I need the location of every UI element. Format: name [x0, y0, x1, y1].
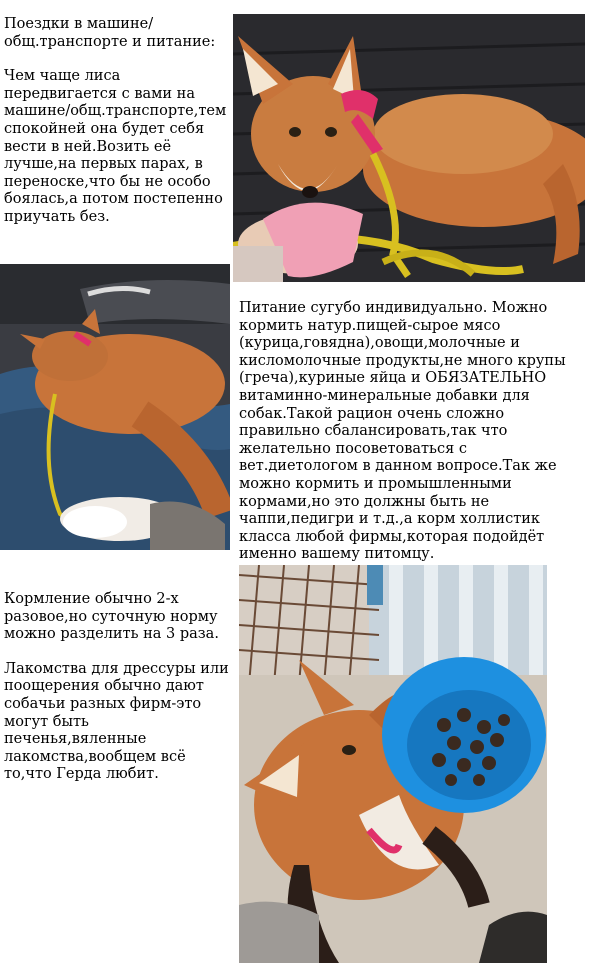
treats-text: Лакомства для дрессуры или поощерения обычно дают собачьи разных фирм-это могут быть печенья,вяленные лакомства,вообщем всё то,что Герда любит.	[4, 660, 229, 783]
photo-fox-with-food-bowl	[239, 565, 547, 963]
nutrition-section	[239, 300, 585, 564]
nutrition-text: Питание сугубо индивидуально. Можно кормить натур.пищей-сырое мясо (курица,говядна),овощи,молочные и кисломолочные продукты,не много крупы (греча),куриные яйца и ОБЯЗАТЕЛЬНО витаминно-минеральные добавки для собак.Такой рацион очень сложно правильно сбалансировать,так что желательно посоветоваться с вет.диетологом в данном вопросе.Так же можно кормить и промышленными кормами,но это должны быть не чаппи,педигри и т.д.,а корм холлистик класса любой фирмы,которая подойдёт именно вашему питомцу.	[239, 300, 566, 563]
photo-fox-sleeping-in-car	[0, 264, 230, 550]
travel-text: Чем чаще лиса передвигается с вами на машине/общ.транспорте,тем спокойней она будет себя вести в ней.Возить её лучше,на первых парах, в переноске,что бы не особо боялась,а потом постепенно приучать без.	[4, 68, 227, 225]
photo-fox-in-car-trunk	[233, 14, 585, 282]
feeding-section	[4, 591, 230, 784]
travel-heading: Поездки в машине/общ.транспорте и питание:	[4, 16, 216, 50]
feeding-text: Кормление обычно 2-х разовое,но суточную норму можно разделить на 3 раза.	[4, 591, 219, 643]
travel-section	[4, 16, 228, 227]
